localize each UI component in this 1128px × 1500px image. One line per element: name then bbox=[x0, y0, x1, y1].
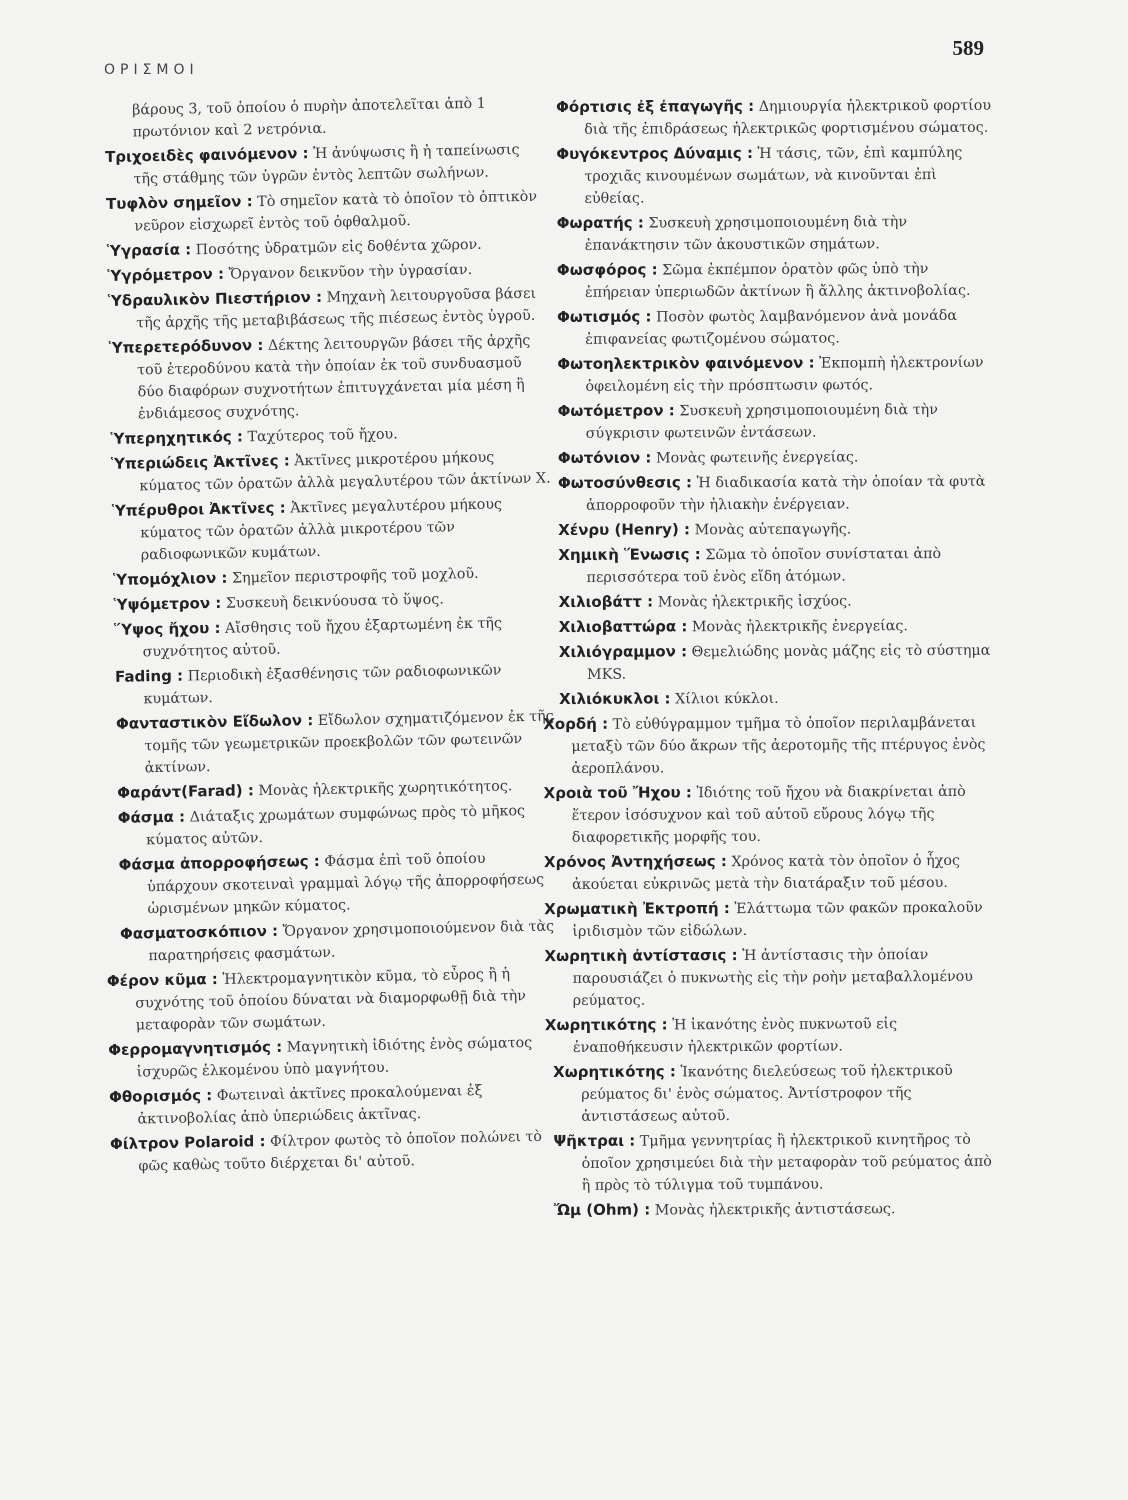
glossary-entry bbox=[109, 1124, 565, 1177]
entry-definition: Ὄργανον χρησιμοποιούμενον διὰ τὰς παρατηρήσεις φασμάτων. bbox=[148, 918, 555, 965]
glossary-entry bbox=[108, 1077, 564, 1130]
entry-term: Χένρυ (Henry) : bbox=[558, 520, 691, 539]
entry-term: Χωρητικότης : bbox=[553, 1062, 676, 1082]
entry-definition: Ἐλάττωμα τῶν φακῶν προκαλοῦν ἰριδισμὸν τῶν εἰδώλων. bbox=[572, 899, 983, 940]
entry-definition: Ποσὸν φωτὸς λαμβανόμενον ἀνὰ μονάδα ἐπιφανείας φωτιζομένου σώματος. bbox=[585, 307, 958, 348]
entry-definition: Ταχύτερος τοῦ ἤχου. bbox=[247, 426, 398, 446]
glossary-entry bbox=[553, 1128, 1001, 1197]
entry-term: Φερρομαγνητισμός : bbox=[108, 1037, 283, 1060]
right-column bbox=[543, 94, 1002, 1224]
entry-term: Ὑγρόμετρον : bbox=[107, 264, 225, 285]
entry-term: Φωρατής : bbox=[556, 213, 644, 232]
entry-term: Φόρτισις ἐξ ἐπαγωγῆς : bbox=[556, 96, 755, 116]
section-title: ΟΡΙΣΜΟΙ bbox=[104, 62, 199, 78]
entry-definition: Ἡ διαδικασία κατὰ τὴν ὁποίαν τὰ φυτὰ ἀπορροφοῦν τὴν ἡλιακὴν ἐνέργειαν. bbox=[586, 473, 986, 514]
glossary-entry bbox=[106, 961, 562, 1036]
glossary-entry bbox=[558, 398, 998, 445]
entry-definition: Τμῆμα γεννητρίας ἢ ἠλεκτρικοῦ κινητῆρος τὸ ὁποῖον χρησιμεύει διὰ τὴν μεταφορὰν τοῦ ρεύματος ἀπὸ ἢ πρὸς τὸ τύλιγμα τοῦ τυμπάνου. bbox=[581, 1131, 992, 1194]
entry-definition: Ἡ τάσις, τῶν, ἐπὶ καμπύλης τροχιᾶς κινουμένων σωμάτων, νὰ κινοῦνται ἐπὶ εὐθείας. bbox=[584, 144, 963, 207]
entry-definition: Συσκευὴ δεικνύουσα τὸ ὕψος. bbox=[225, 591, 444, 612]
glossary-entry bbox=[106, 185, 547, 238]
entry-definition: Φωτειναὶ ἀκτῖνες προκαλούμεναι ἐξ ἀκτινοβολίας ἀπὸ ὑπεριώδεις ἀκτῖνας. bbox=[137, 1082, 483, 1128]
entry-term: Χρόνος Ἀντηχήσεως : bbox=[543, 852, 727, 872]
glossary-entry bbox=[558, 470, 998, 517]
entry-term: Ὑδραυλικὸν Πιεστήριον : bbox=[107, 287, 323, 310]
glossary-entry bbox=[543, 711, 999, 780]
entry-term: Φέρον κῦμα : bbox=[106, 969, 219, 991]
glossary-entry bbox=[108, 282, 549, 335]
entry-term: Χωρητικότης : bbox=[544, 1015, 668, 1035]
glossary-entry bbox=[543, 780, 1000, 849]
entry-term: Φυγόκεντρος Δύναμις : bbox=[556, 143, 753, 163]
entry-term: Φάσμα ἀπορροφήσεως : bbox=[118, 851, 320, 874]
glossary-entry bbox=[556, 141, 996, 210]
entry-definition: Μονὰς φωτεινῆς ἐνεργείας. bbox=[655, 449, 859, 467]
entry-term: Φίλτρον Polaroid : bbox=[109, 1132, 266, 1154]
entry-term: Ὤμ (Ohm) : bbox=[553, 1200, 651, 1220]
entry-definition: Σῶμα ἐκπέμπον ὁρατὸν φῶς ὑπὸ τὴν ἐπήρειαν ὑπεριωδῶν ἀκτίνων ἢ ἄλλης ἀκτινοβολίας. bbox=[584, 261, 971, 301]
glossary-entry bbox=[118, 845, 559, 920]
glossary-entry bbox=[120, 914, 561, 967]
entry-definition: Χίλιοι κύκλοι. bbox=[675, 690, 779, 708]
entry-term: Χιλιοβαττώρα : bbox=[558, 617, 688, 636]
entry-definition: Ἀκτῖνες μικροτέρου μήκους κύματος τῶν ὁρατῶν ἀλλὰ μεγαλυτέρου τῶν ἀκτίνων Χ. bbox=[139, 449, 551, 495]
page-number: 589 bbox=[952, 36, 984, 60]
entry-term: Ὑπερηχητικός : bbox=[110, 427, 244, 448]
entry-term: Φωτοσύνθεσις : bbox=[557, 473, 693, 492]
glossary-entry bbox=[544, 1012, 1001, 1059]
glossary-entry bbox=[557, 304, 997, 351]
entry-definition: Τὸ εὐθύγραμμον τμῆμα τὸ ὁποῖον περιλαμβάνεται μεταξὺ τῶν δύο ἄκρων τῆς ἀεροτομῆς τῆς πτέρυγος ἑνὸς ἀεροπλάνου. bbox=[571, 714, 986, 777]
entry-definition: Ἡ ἀντίστασις τὴν ὁποίαν παρουσιάζει ὁ πυκνωτὴς εἰς τὴν ροὴν μεταβαλλομένου ρεύματος. bbox=[572, 947, 973, 1009]
entry-term: Φασματοσκόπιον : bbox=[119, 921, 279, 943]
entry-definition: Εἴδωλον σχηματιζόμενον ἐκ τῆς τομῆς τῶν γεωμετρικῶν προεκβολῶν τῶν φωτεινῶν ἀκτίνων. bbox=[144, 708, 554, 777]
entry-definition: Ἐκπομπὴ ἠλεκτρονίων ὀφειλομένη εἰς τὴν πρόσπτωσιν φωτός. bbox=[585, 354, 984, 395]
entry-definition: Μονὰς ἠλεκτρικῆς ἀντιστάσεως. bbox=[654, 1201, 896, 1219]
glossary-entry bbox=[105, 138, 546, 191]
entry-definition: Τὸ σημεῖον κατὰ τὸ ὁποῖον τὸ ὀπτικὸν νεῦρον εἰσχωρεῖ ἐντὸς τοῦ ὀφθαλμοῦ. bbox=[134, 188, 538, 235]
entry-term: Ὑγρασία : bbox=[106, 240, 192, 260]
entry-definition: Ἱκανότης διελεύσεως τοῦ ἠλεκτρικοῦ ρεύματος δι' ἑνὸς σώματος. Ἀντίστροφον τῆς ἀντιστάσεως αὐτοῦ. bbox=[581, 1062, 953, 1125]
entry-term: Χημικὴ Ἕνωσις : bbox=[558, 545, 701, 564]
entry-definition: Χρόνος κατὰ τὸν ὁποῖον ὁ ἦχος ἀκούεται εὐκρινῶς μετὰ τὴν διατάραξιν τοῦ μέσου. bbox=[572, 852, 961, 893]
glossary-entry bbox=[559, 686, 999, 711]
entry-term: Ὑπεριώδεις Ἀκτῖνες : bbox=[110, 451, 290, 473]
entry-term: Χροιὰ τοῦ Ἤχου : bbox=[543, 783, 692, 803]
glossary-entry bbox=[543, 849, 1000, 896]
entry-term: Φωτοηλεκτρικὸν φαινόμενον : bbox=[557, 353, 815, 373]
glossary-entry bbox=[118, 798, 559, 851]
entry-definition: Μονὰς αὐτεπαγωγῆς. bbox=[694, 521, 852, 539]
entry-term: Τυφλὸν σημεῖον : bbox=[105, 192, 253, 213]
entry-term: Φωτόνιον : bbox=[557, 448, 652, 467]
entry-definition: Μονὰς ἠλεκτρικῆς ἰσχύος. bbox=[657, 593, 852, 611]
entry-term: Χρωματικὴ Ἐκτροπή : bbox=[544, 899, 730, 919]
entry-definition: Μαγνητικὴ ἰδιότης ἑνὸς σώματος ἰσχυρῶς ἑλκομένου ὑπὸ μαγνήτου. bbox=[136, 1034, 533, 1081]
glossary-entry bbox=[559, 589, 999, 614]
glossary-entry bbox=[553, 1197, 1002, 1222]
entry-definition: Σημεῖον περιστροφῆς τοῦ μοχλοῦ. bbox=[231, 565, 479, 587]
entry-definition: Συσκευὴ χρησιμοποιουμένη διὰ τὴν ἐπανάκτησιν τῶν ἀκουστικῶν σημάτων. bbox=[584, 214, 908, 254]
entry-term: Χορδή : bbox=[543, 714, 609, 734]
entry-term: Φωτισμός : bbox=[557, 307, 652, 326]
entry-definition: Περιοδικὴ ἐξασθένησις τῶν ραδιοφωνικῶν κυμάτων. bbox=[143, 662, 502, 708]
entry-definition: Φάσμα ἐπὶ τοῦ ὁποίου ὑπάρχουν σκοτειναὶ γραμμαὶ λόγῳ τῆς ἀπορροφήσεως ὡρισμένων μηκῶν κύματος. bbox=[146, 850, 545, 918]
entry-term: Τριχοειδὲς φαινόμενον : bbox=[104, 144, 309, 166]
entry-definition: Φίλτρον φωτὸς τὸ ὁποῖον πολώνει τὸ φῶς καθὼς τοῦτο διέρχεται δι' αὐτοῦ. bbox=[138, 1128, 543, 1175]
entry-definition: Μονὰς ἠλεκτρικῆς χωρητικότητος. bbox=[258, 778, 513, 800]
entry-definition: Δέκτης λειτουργῶν βάσει τῆς ἀρχῆς τοῦ ἑτεροδύνου κατὰ τὴν ὁποίαν ἐκ τοῦ συνδυασμοῦ δύο διαφόρων συχνοτήτων ἐπιτυγχάνεται μία μέση ἢ ἐνδιάμεσος συχνότης. bbox=[137, 332, 531, 423]
glossary-entry bbox=[111, 444, 552, 497]
entry-term: Ὑπομόχλιον : bbox=[113, 568, 228, 589]
glossary-entry bbox=[544, 943, 1000, 1012]
entry-term: Ψῆκτραι : bbox=[553, 1131, 636, 1151]
entry-term: Φανταστικὸν Εἴδωλον : bbox=[115, 711, 314, 733]
entry-definition: Σῶμα τὸ ὁποῖον συνίσταται ἀπὸ περισσότερα τοῦ ἑνὸς εἴδη ἀτόμων. bbox=[586, 545, 942, 586]
glossary-entry bbox=[114, 610, 555, 663]
entry-term: Ὑψόμετρον : bbox=[113, 593, 222, 614]
entry-term: Φωσφόρος : bbox=[556, 260, 658, 279]
entry-definition: Ἡ ἱκανότης ἑνὸς πυκνωτοῦ εἰς ἐναποθήκευσιν ἠλεκτρικῶν φορτίων. bbox=[572, 1016, 898, 1056]
glossary-entry bbox=[112, 491, 553, 566]
entry-term: Χιλιόκυκλοι : bbox=[559, 689, 671, 708]
glossary-entry bbox=[553, 1059, 1001, 1128]
entry-term: Fading : bbox=[114, 666, 184, 686]
glossary-entry bbox=[559, 614, 999, 639]
entry-term: Χιλιόγραμμον : bbox=[558, 642, 688, 661]
entry-term: Χωρητικὴ ἀντίστασις : bbox=[544, 946, 738, 966]
entry-definition: Αἴσθησις τοῦ ἤχου ἐξαρτωμένη ἐκ τῆς συχνότητος αὐτοῦ. bbox=[142, 615, 503, 661]
entry-definition: Μονὰς ἠλεκτρικῆς ἐνεργείας. bbox=[691, 618, 908, 636]
glossary-entry bbox=[557, 257, 997, 304]
glossary-entry bbox=[558, 445, 998, 470]
entry-term: Ὕψος ἤχου : bbox=[114, 618, 221, 639]
entry-definition: Διάταξις χρωμάτων συμφώνως πρὸς τὸ μῆκος κύματος αὐτῶν. bbox=[146, 803, 526, 849]
entry-term: Φαράντ(Farad) : bbox=[117, 781, 255, 802]
entry-term: Ὑπερετερόδυνον : bbox=[108, 335, 264, 357]
entry-definition: βάρους 3, τοῦ ὁποίου ὁ πυρὴν ἀποτελεῖται ἀπὸ 1 πρωτόνιον καὶ 2 νετρόνια. bbox=[132, 95, 486, 141]
entry-definition: Θεμελιώδης μονὰς μάζης εἰς τὸ σύστημα MKS. bbox=[586, 642, 991, 683]
glossary-entry bbox=[557, 210, 997, 257]
glossary-entry bbox=[544, 896, 1000, 943]
glossary-entry bbox=[109, 329, 551, 426]
entry-term: Φωτόμετρον : bbox=[557, 401, 675, 420]
glossary-entry bbox=[104, 92, 545, 144]
entry-term: Φάσμα : bbox=[117, 807, 186, 827]
entry-term: Χιλιοβάττ : bbox=[558, 592, 654, 611]
left-column bbox=[104, 92, 565, 1180]
entry-definition: Ἰδιότης τοῦ ἤχου νὰ διακρίνεται ἀπὸ ἕτερον ἰσόσυχνον καὶ τοῦ αὐτοῦ εὔρους λόγῳ τῆς διαφορετικῆς μορφῆς του. bbox=[571, 783, 966, 846]
glossary-entry bbox=[116, 704, 557, 779]
glossary-entry bbox=[558, 517, 998, 542]
glossary-entry bbox=[556, 94, 996, 141]
glossary-entry bbox=[108, 1030, 563, 1083]
glossary-entry bbox=[115, 657, 556, 710]
entry-definition: Δημιουργία ἠλεκτρικοῦ φορτίου διὰ τῆς ἐπιδράσεως ἠλεκτρικῶς φορτισμένου σώματος. bbox=[584, 97, 992, 138]
glossary-entry bbox=[557, 351, 997, 398]
entry-term: Ὑπέρυθροι Ἀκτῖνες : bbox=[111, 498, 286, 520]
entry-definition: Ἠλεκτρομαγνητικὸν κῦμα, τὸ εὖρος ἢ ἡ συχνότης τοῦ ὁποίου δύναται νὰ διαμορφωθῇ διὰ τὴν μεταφορὰν τῶν σωμάτων. bbox=[135, 966, 527, 1034]
entry-definition: Ποσότης ὑδρατμῶν εἰς δοθέντα χῶρον. bbox=[195, 236, 482, 259]
entry-definition: Μηχανὴ λειτουργοῦσα βάσει τῆς ἀρχῆς τῆς μεταβιβάσεως τῆς πιέσεως ἐντὸς ὑγροῦ. bbox=[136, 285, 537, 332]
entry-term: Φθορισμός : bbox=[108, 1086, 213, 1107]
glossary-entry bbox=[558, 542, 998, 589]
entry-definition: Ὄργανον δεικνῦον τὴν ὑγρασίαν. bbox=[228, 261, 473, 283]
glossary-entry bbox=[559, 639, 999, 686]
entry-definition: Ἡ ἀνύψωσις ἢ ἡ ταπείνωσις τῆς στάθμης τῶν ὑγρῶν ἐντὸς λεπτῶν σωλήνων. bbox=[133, 142, 520, 188]
entry-definition: Ἀκτῖνες μεγαλυτέρου μήκους κύματος τῶν ὁρατῶν ἀλλὰ μικροτέρου τῶν ραδιοφωνικῶν κυμάτων. bbox=[140, 496, 503, 564]
entry-definition: Συσκευὴ χρησιμοποιουμένη διὰ τὴν σύγκρισιν φωτεινῶν ἐντάσεων. bbox=[585, 402, 938, 442]
